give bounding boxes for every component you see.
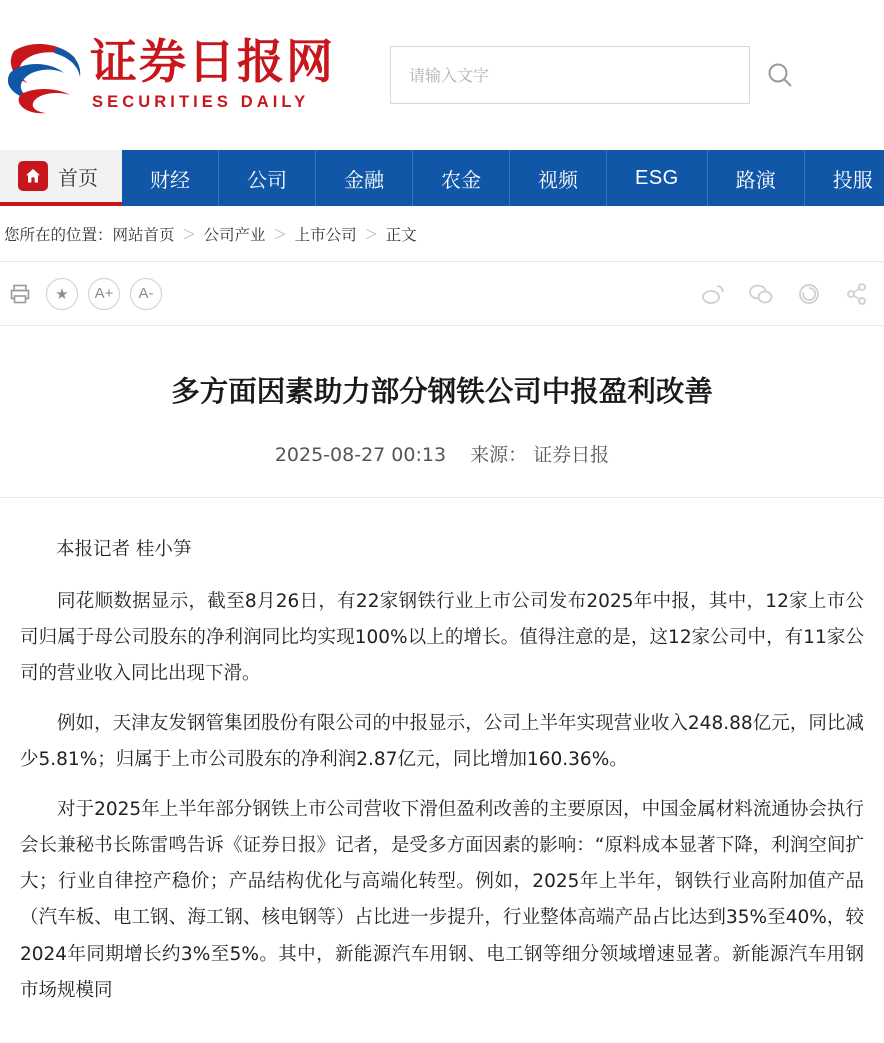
search-button[interactable] bbox=[750, 46, 810, 104]
article bbox=[0, 326, 884, 1043]
nav-item-jinrong[interactable]: 金融 bbox=[316, 150, 413, 206]
breadcrumb-item-industry[interactable]: 公司产业 bbox=[203, 225, 266, 244]
search-input[interactable] bbox=[407, 65, 733, 86]
article-byline: 本报记者 桂小笋 bbox=[56, 538, 192, 560]
nav-item-nongjin[interactable]: 农金 bbox=[413, 150, 510, 206]
article-paragraph: 同花顺数据显示，截至8月26日，有22家钢铁行业上市公司发布2025年中报，其中，12家上市公司归属于母公司股东的净利润同比均实现100%以上的增长。值得注意的是，这12家公司中，有11家公司的营业收入同比出现下滑。 bbox=[20, 590, 864, 685]
breadcrumb-item-home[interactable]: 网站首页 bbox=[112, 225, 175, 244]
site-logo[interactable] bbox=[0, 33, 340, 117]
nav-item-gongsi[interactable]: 公司 bbox=[219, 150, 316, 206]
breadcrumb-separator: ＞ bbox=[364, 228, 378, 243]
logo-title-en: SECURITIES DAILY bbox=[92, 93, 310, 112]
print-icon[interactable] bbox=[4, 278, 36, 310]
share-icon[interactable] bbox=[840, 277, 874, 311]
nav-item-toufu[interactable]: 投服 bbox=[805, 150, 884, 206]
article-date: 2025-08-27 00:13 bbox=[274, 443, 447, 466]
nav-item-home-label: 首页 bbox=[58, 165, 98, 190]
breadcrumb-separator: ＞ bbox=[273, 228, 287, 243]
nav-item-shipin[interactable]: 视频 bbox=[510, 150, 607, 206]
search-box[interactable] bbox=[390, 46, 750, 104]
breadcrumb-item-current: 正文 bbox=[385, 225, 417, 244]
logo-text bbox=[90, 34, 335, 112]
article-meta bbox=[0, 412, 884, 497]
nav-item-home[interactable] bbox=[0, 150, 122, 206]
nav-item-esg[interactable]: ESG bbox=[607, 150, 708, 206]
logo-mark-icon bbox=[6, 33, 84, 117]
nav-item-luyan[interactable]: 路演 bbox=[708, 150, 805, 206]
breadcrumb bbox=[0, 206, 884, 262]
search-icon bbox=[765, 60, 795, 90]
article-title: 多方面因素助力部分钢铁公司中报盈利改善 bbox=[171, 375, 713, 408]
weibo-share-icon[interactable] bbox=[696, 277, 730, 311]
search-area bbox=[340, 46, 884, 104]
font-decrease-icon[interactable]: A- bbox=[130, 278, 162, 310]
article-source: 证券日报 bbox=[533, 443, 610, 466]
refresh-icon[interactable] bbox=[792, 277, 826, 311]
article-body bbox=[0, 497, 884, 1043]
home-icon bbox=[18, 161, 48, 191]
main-nav bbox=[0, 150, 884, 206]
article-source-label: 来源： bbox=[470, 443, 528, 466]
site-header bbox=[0, 0, 884, 150]
logo-title-cn: 证券日报网 bbox=[90, 34, 335, 90]
breadcrumb-separator: ＞ bbox=[182, 228, 196, 243]
article-paragraph: 例如，天津友发钢管集团股份有限公司的中报显示，公司上半年实现营业收入248.88亿元，同比减少5.81%；归属于上市公司股东的净利润2.87亿元，同比增加160.36%。 bbox=[20, 713, 864, 771]
breadcrumb-item-listed[interactable]: 上市公司 bbox=[294, 225, 357, 244]
toolbar-left-group bbox=[4, 278, 162, 310]
article-paragraph: 对于2025年上半年部分钢铁上市公司营收下滑但盈利改善的主要原因，中国金属材料流通协会执行会长兼秘书长陈雷鸣告诉《证券日报》记者，是受多方面因素的影响：“原料成本显著下降，利润空间扩大；行业自律控产稳价；产品结构优化与高端化转型。例如，2025年上半年，钢铁行业高附加值产品（汽车板、电工钢、海工钢、核电钢等）占比进一步提升，行业整体高端产品占比达到35%至40%，较2024年同期增长约3%至5%。其中，新能源汽车用钢、电工钢等细分领域增速显著。新能源汽车用钢市场规模同 bbox=[20, 799, 864, 1001]
favorite-icon[interactable]: ★ bbox=[46, 278, 78, 310]
font-increase-icon[interactable]: A+ bbox=[88, 278, 120, 310]
article-toolbar bbox=[0, 262, 884, 326]
wechat-share-icon[interactable] bbox=[744, 277, 778, 311]
toolbar-share-group bbox=[696, 277, 880, 311]
breadcrumb-label: 您所在的位置： bbox=[4, 225, 113, 244]
nav-item-caijing[interactable]: 财经 bbox=[122, 150, 219, 206]
